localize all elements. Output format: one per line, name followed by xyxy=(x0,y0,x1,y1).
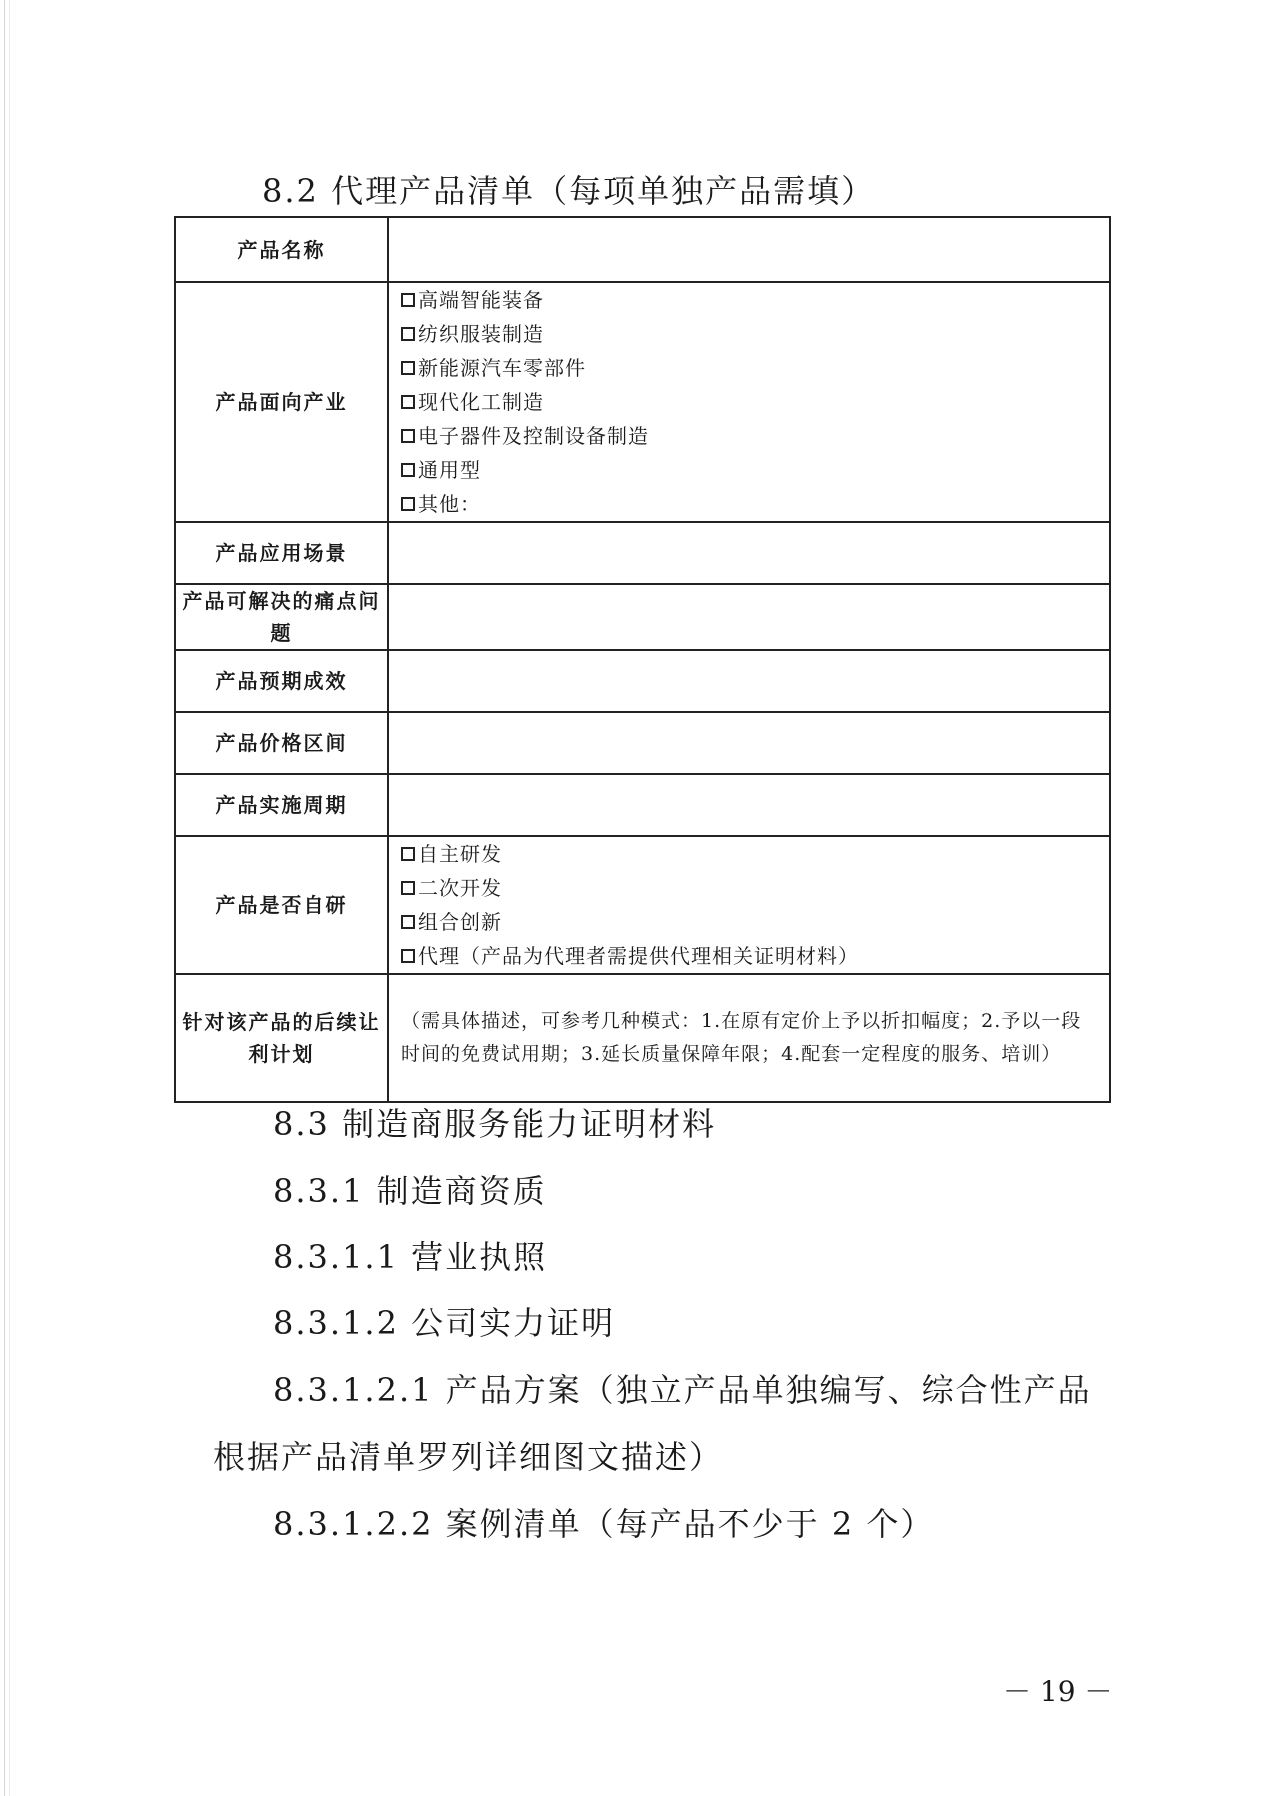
field-effect[interactable] xyxy=(388,650,1110,712)
section-title-8-2: 8.2 代理产品清单（每项单独产品需填） xyxy=(262,172,876,210)
checkbox-icon[interactable] xyxy=(401,463,415,477)
option-self-dev[interactable] xyxy=(401,837,1097,871)
row-self-dev xyxy=(175,836,1110,974)
option-label: 自主研发 xyxy=(418,842,502,866)
option-self-dev[interactable] xyxy=(401,905,1097,939)
checkbox-icon[interactable] xyxy=(401,395,415,409)
option-label: 现代化工制造 xyxy=(418,390,544,414)
section-8-3-1-2: 8.3.1.2 公司实力证明 xyxy=(273,1304,616,1342)
label-product-name: 产品名称 xyxy=(175,217,388,282)
option-industry[interactable] xyxy=(401,317,1097,351)
checkbox-icon[interactable] xyxy=(401,361,415,375)
option-industry[interactable] xyxy=(401,385,1097,419)
field-product-name[interactable] xyxy=(388,217,1110,282)
checkbox-icon[interactable] xyxy=(401,497,415,511)
option-industry[interactable] xyxy=(401,487,1097,521)
label-pain-points: 产品可解决的痛点问题 xyxy=(175,584,388,650)
option-label: 高端智能装备 xyxy=(418,288,544,312)
industry-options xyxy=(388,282,1110,522)
option-label: 通用型 xyxy=(418,458,481,482)
row-product-name xyxy=(175,217,1110,282)
option-label: 电子器件及控制设备制造 xyxy=(418,424,649,448)
row-industry xyxy=(175,282,1110,522)
label-scenario: 产品应用场景 xyxy=(175,522,388,584)
label-self-dev: 产品是否自研 xyxy=(175,836,388,974)
section-8-3-1-1: 8.3.1.1 营业执照 xyxy=(273,1238,548,1276)
option-industry[interactable] xyxy=(401,453,1097,487)
section-8-3-1: 8.3.1 制造商资质 xyxy=(273,1172,547,1210)
field-period[interactable] xyxy=(388,774,1110,836)
row-pain-points xyxy=(175,584,1110,650)
checkbox-icon[interactable] xyxy=(401,881,415,895)
benefit-plan-description[interactable]: （需具体描述，可参考几种模式：1.在原有定价上予以折扣幅度；2.予以一段时间的免费试用期；3.延长质量保障年限；4.配套一定程度的服务、培训） xyxy=(388,974,1110,1102)
option-self-dev[interactable] xyxy=(401,939,1097,973)
field-scenario[interactable] xyxy=(388,522,1110,584)
row-scenario xyxy=(175,522,1110,584)
checkbox-icon[interactable] xyxy=(401,847,415,861)
option-label: 其他： xyxy=(418,492,481,516)
product-form-table xyxy=(174,216,1111,1103)
checkbox-icon[interactable] xyxy=(401,915,415,929)
label-benefit-plan: 针对该产品的后续让利计划 xyxy=(175,974,388,1102)
scan-edge xyxy=(4,0,5,1796)
checkbox-icon[interactable] xyxy=(401,949,415,963)
option-label: 纺织服装制造 xyxy=(418,322,544,346)
option-industry[interactable] xyxy=(401,351,1097,385)
label-price: 产品价格区间 xyxy=(175,712,388,774)
checkbox-icon[interactable] xyxy=(401,327,415,341)
section-8-3: 8.3 制造商服务能力证明材料 xyxy=(273,1105,717,1143)
label-effect: 产品预期成效 xyxy=(175,650,388,712)
checkbox-icon[interactable] xyxy=(401,293,415,307)
row-price xyxy=(175,712,1110,774)
option-self-dev[interactable] xyxy=(401,871,1097,905)
row-benefit-plan xyxy=(175,974,1110,1102)
option-label: 代理（产品为代理者需提供代理相关证明材料） xyxy=(418,944,859,968)
section-8-3-1-2-1-continued: 根据产品清单罗列详细图文描述） xyxy=(213,1438,724,1476)
field-price[interactable] xyxy=(388,712,1110,774)
label-period: 产品实施周期 xyxy=(175,774,388,836)
section-8-3-1-2-1: 8.3.1.2.1 产品方案（独立产品单独编写、综合性产品 xyxy=(273,1371,1092,1409)
option-label: 组合创新 xyxy=(418,910,502,934)
option-label: 二次开发 xyxy=(418,876,502,900)
scan-edge-inner xyxy=(9,0,10,1796)
section-8-3-1-2-2: 8.3.1.2.2 案例清单（每产品不少于 2 个） xyxy=(273,1505,935,1543)
page-number: － 19 － xyxy=(1003,1675,1113,1708)
option-label: 新能源汽车零部件 xyxy=(418,356,586,380)
row-period xyxy=(175,774,1110,836)
label-industry: 产品面向产业 xyxy=(175,282,388,522)
self-dev-options xyxy=(388,836,1110,974)
checkbox-icon[interactable] xyxy=(401,429,415,443)
field-pain-points[interactable] xyxy=(388,584,1110,650)
row-effect xyxy=(175,650,1110,712)
option-industry[interactable] xyxy=(401,419,1097,453)
option-industry[interactable] xyxy=(401,283,1097,317)
